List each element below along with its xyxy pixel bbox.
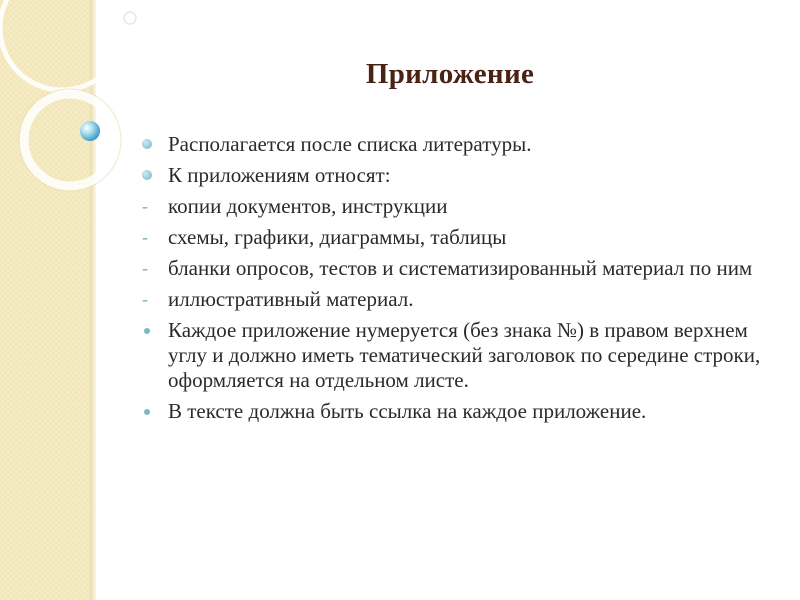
decorative-ring-large — [0, 0, 124, 90]
list-item-text: К приложениям относят: — [168, 163, 391, 187]
slide-title: Приложение — [365, 58, 535, 90]
dash-bullet-icon: - — [142, 227, 148, 247]
list-item — [140, 132, 780, 157]
list-item — [140, 256, 780, 281]
list-item — [140, 318, 780, 393]
decorative-small-circle — [124, 12, 136, 24]
list-item-text: иллюстративный материал. — [168, 287, 414, 311]
list-item-text: копии документов, инструкции — [168, 194, 448, 218]
list-item-text: схемы, графики, диаграммы, таблицы — [168, 225, 507, 249]
list-item — [140, 163, 780, 188]
decorative-ring-medium — [24, 94, 116, 186]
dash-bullet-icon: - — [142, 289, 148, 309]
list-item — [140, 194, 780, 219]
content-list — [140, 132, 780, 430]
list-item-text: Располагается после списка литературы. — [168, 132, 532, 156]
list-item-text: В тексте должна быть ссылка на каждое приложение. — [168, 399, 647, 423]
list-item-text: Каждое приложение нумеруется (без знака №) в правом верхнем углу и должно иметь тематический заголовок по середине строки, оформляется на отдельном листе. — [168, 318, 761, 392]
dash-bullet-icon: - — [142, 258, 148, 278]
dash-bullet-icon: - — [142, 196, 148, 216]
list-item-text: бланки опросов, тестов и систематизированный материал по ним — [168, 256, 753, 280]
list-item — [140, 287, 780, 312]
list-item — [140, 225, 780, 250]
list-item — [140, 399, 780, 424]
decorative-bubble — [80, 121, 100, 141]
